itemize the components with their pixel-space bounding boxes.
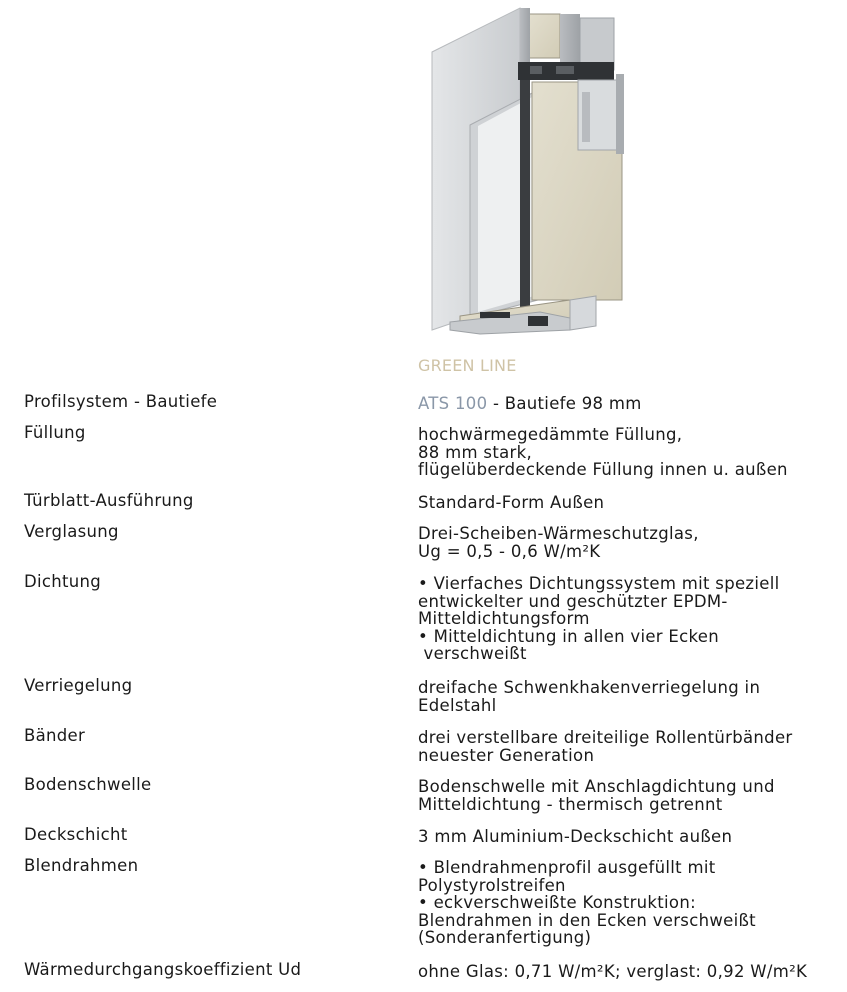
spec-label: Verriegelung <box>24 676 133 695</box>
spec-value-line: (Sonderanfertigung) <box>418 928 592 947</box>
spec-row-verglasung <box>24 522 836 572</box>
spec-label: Türblatt-Ausführung <box>24 491 194 510</box>
spec-row-blendrahmen <box>24 856 836 960</box>
spec-value-line: Drei-Scheiben-Wärmeschutzglas, <box>418 524 699 543</box>
spec-value-line: • eckverschweißte Konstruktion: <box>418 893 696 912</box>
spec-value-line: flügelüberdeckende Füllung innen u. außen <box>418 460 788 479</box>
spec-value <box>418 676 836 714</box>
spec-value <box>418 856 836 947</box>
spec-label: Profilsystem - Bautiefe <box>24 392 218 411</box>
spec-value <box>418 491 836 512</box>
spec-value-line: 3 mm Aluminium-Deckschicht außen <box>418 827 733 846</box>
spec-value-line: Mitteldichtungsform <box>418 609 590 628</box>
spec-value-line: entwickelter und geschützter EPDM- <box>418 591 728 611</box>
spec-label: Bodenschwelle <box>24 775 152 794</box>
spec-value-line: dreifache Schwenkhakenverriegelung in <box>418 678 761 697</box>
product-line-label: GREEN LINE <box>418 356 517 375</box>
spec-value-line: • Mitteldichtung in allen vier Ecken <box>418 626 719 646</box>
spec-value-line: Ug = 0,5 - 0,6 W/m²K <box>418 541 601 561</box>
spec-label: Bänder <box>24 726 86 745</box>
spec-row-dichtung <box>24 572 836 676</box>
door-profile-image <box>420 0 635 340</box>
spec-value <box>418 392 836 413</box>
spec-value-line: Mitteldichtung - thermisch getrennt <box>418 794 723 814</box>
profile-depth: - Bautiefe 98 mm <box>487 394 642 413</box>
spec-value-line: neuester Generation <box>418 745 595 765</box>
spec-row-waermedurchgang <box>24 960 836 991</box>
spec-value-line: Standard-Form Außen <box>418 493 605 512</box>
spec-value <box>418 423 836 479</box>
spec-row-bodenschwelle <box>24 775 836 825</box>
spec-value-line: • Blendrahmenprofil ausgefüllt mit <box>418 858 716 877</box>
spec-table <box>24 392 836 991</box>
spec-value <box>418 572 836 663</box>
spec-value <box>418 775 836 813</box>
spec-label: Dichtung <box>24 572 102 591</box>
spec-value-line: Bodenschwelle mit Anschlagdichtung und <box>418 777 775 796</box>
spec-value-line: Edelstahl <box>418 695 497 715</box>
spec-value-line: Polystyrolstreifen <box>418 875 566 895</box>
spec-value-line: drei verstellbare dreiteilige Rollentürbänder <box>418 728 793 747</box>
spec-value-line: hochwärmegedämmte Füllung, <box>418 425 683 444</box>
spec-value <box>418 960 836 981</box>
spec-label: Deckschicht <box>24 825 128 844</box>
spec-row-verriegelung <box>24 676 836 726</box>
spec-value-line: • Vierfaches Dichtungssystem mit speziell <box>418 574 780 593</box>
spec-label: Wärmedurchgangskoeffizient Ud <box>24 960 302 979</box>
spec-label: Blendrahmen <box>24 856 139 875</box>
spec-row-tuerblatt <box>24 491 836 522</box>
spec-value-line: 88 mm stark, <box>418 442 532 462</box>
spec-value <box>418 726 836 764</box>
spec-row-deckschicht <box>24 825 836 856</box>
spec-value-line: Blendrahmen in den Ecken verschweißt <box>418 910 756 930</box>
spec-value-line: verschweißt <box>418 644 527 663</box>
spec-row-baender <box>24 726 836 775</box>
spec-row-profilsystem <box>24 392 836 423</box>
spec-label: Füllung <box>24 423 86 442</box>
profile-system-name: ATS 100 <box>418 394 488 413</box>
spec-value-line: ohne Glas: 0,71 W/m²K; verglast: 0,92 W/m²K <box>418 962 808 981</box>
spec-value <box>418 522 836 560</box>
spec-value <box>418 825 836 846</box>
spec-label: Verglasung <box>24 522 119 541</box>
spec-row-fuellung <box>24 423 836 491</box>
